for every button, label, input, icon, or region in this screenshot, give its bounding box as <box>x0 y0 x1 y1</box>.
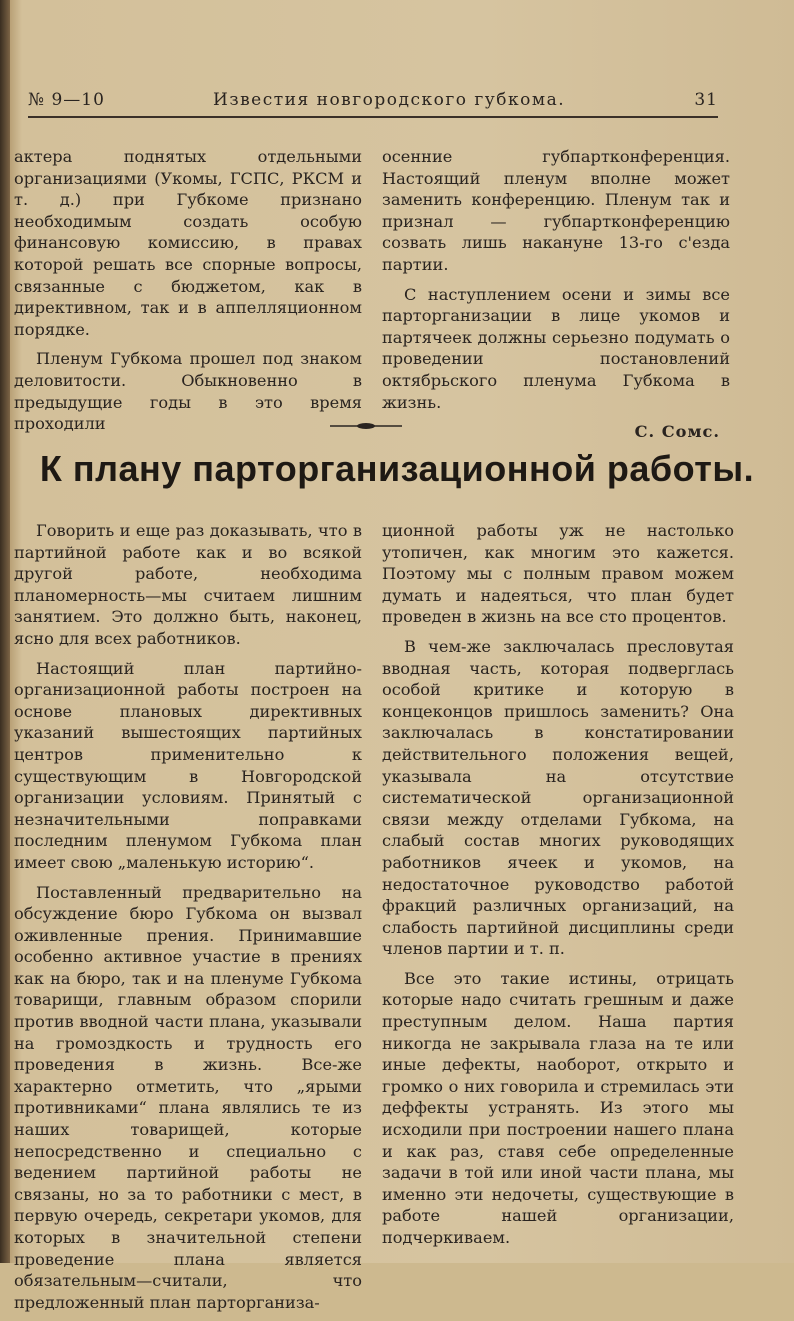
previous-article-right-column <box>382 146 730 443</box>
separator-ornament <box>328 421 404 431</box>
running-header <box>28 88 718 118</box>
paragraph: Поставленный предварительно на обсуждение бюро Губкома он вызвал оживленные прения. Принимавшие особенно активное участие в прениях как на бюро, так и на пленуме Губкома товарищи, главным образом спорили против вводной части плана, указывали на громоздкость и трудность его проведения в жизнь. Все-же характерно отметить, что „ярыми противниками“ плана являлись те из наших товарищей, которые непосредственно и специально с ведением партийной работы не связаны, но за то работники с мест, в первую очередь, секретари укомов, для которых в значительной степени проведение плана является обязательным—считали, что предложенный план парторганиза- <box>14 882 362 1312</box>
article-title: К плану парторганизационной работы. <box>39 448 755 489</box>
paragraph: Настоящий план партийно-организационной работы построен на основе плановых директивных указаний вышестоящих партийных центров применительно к существующим в Новгородской организации условиям. Принятый с незначительными поправками последним пленумом Губкома план имеет свою „маленькую историю“. <box>14 658 362 872</box>
paragraph: ционной работы уж не настолько утопичен, как многим это кажется. Поэтому мы с полным правом можем думать и надеяться, что план будет проведен в жизнь на все сто процентов. <box>382 521 734 627</box>
paragraph: С наступлением осени и зимы все парторганизации в лице укомов и партячеек должны серьезно подумать о проведении постановлений октябрьского пленума Губкома в жизнь. <box>382 284 730 412</box>
page-number: 31 <box>694 90 718 110</box>
author-signature: С. Сомс. <box>634 422 720 442</box>
binding-edge <box>0 0 10 1263</box>
previous-article-left-column <box>14 146 362 443</box>
paragraph: Все это такие истины, отрицать которые надо считать грешным и даже преступным делом. Наша партия никогда не закрывала глаза на те или иные дефекты, наоборот, открыто и громко о них говорила и стремилась эти деффекты устранять. Из этого мы исходили при построении нашего плана и как раз, ставя себе определенные задачи в той или иной части плана, мы именно эти недочеты, существующие в работе нашей организации, подчеркиваем. <box>382 968 734 1247</box>
paragraph: осенние губпартконференция. Настоящий пленум вполне может заменить конференцию. Пленум так и признал — губпартконференцию созвать лишь накануне 13-го с'езда партии. <box>382 147 730 274</box>
paragraph: актера поднятых отдельными организациями (Укомы, ГСПС, РКСМ и т. д.) при Губкоме признано необходимым создать особую финансовую комиссию, в правах которой решать все спорные вопросы, связанные с бюджетом, как в директивном, так и в аппелляционном порядке. <box>14 147 362 339</box>
journal-title: Известия новгородского губкома. <box>213 90 566 110</box>
paragraph: Пленум Губкома прошел под знаком деловитости. Обыкновенно в предыдущие годы в это время проходили <box>14 349 362 434</box>
paragraph: Говорить и еще раз доказывать, что в партийной работе как и во всякой другой работе, необходима планомерность—мы считаем лишним занятием. Это должно быть, наконец, ясно для всех работников. <box>14 521 362 648</box>
article-left-column <box>14 520 362 1321</box>
paragraph: В чем-же заключалась пресловутая вводная часть, которая подверглась особой критике и которую в концеконцов пришлось заменить? Она заключалась в констатировании действительного положения вещей, указывала на отсутствие систематической организационной связи между отделами Губкома, на слабый состав многих руководящих работников ячеек и укомов, на недостаточное руководство работой фракций различных организаций, на слабость партийной дисциплины среди членов партии и т. п. <box>382 636 734 959</box>
article-right-column <box>382 520 734 1257</box>
issue-number: № 9—10 <box>28 90 105 110</box>
